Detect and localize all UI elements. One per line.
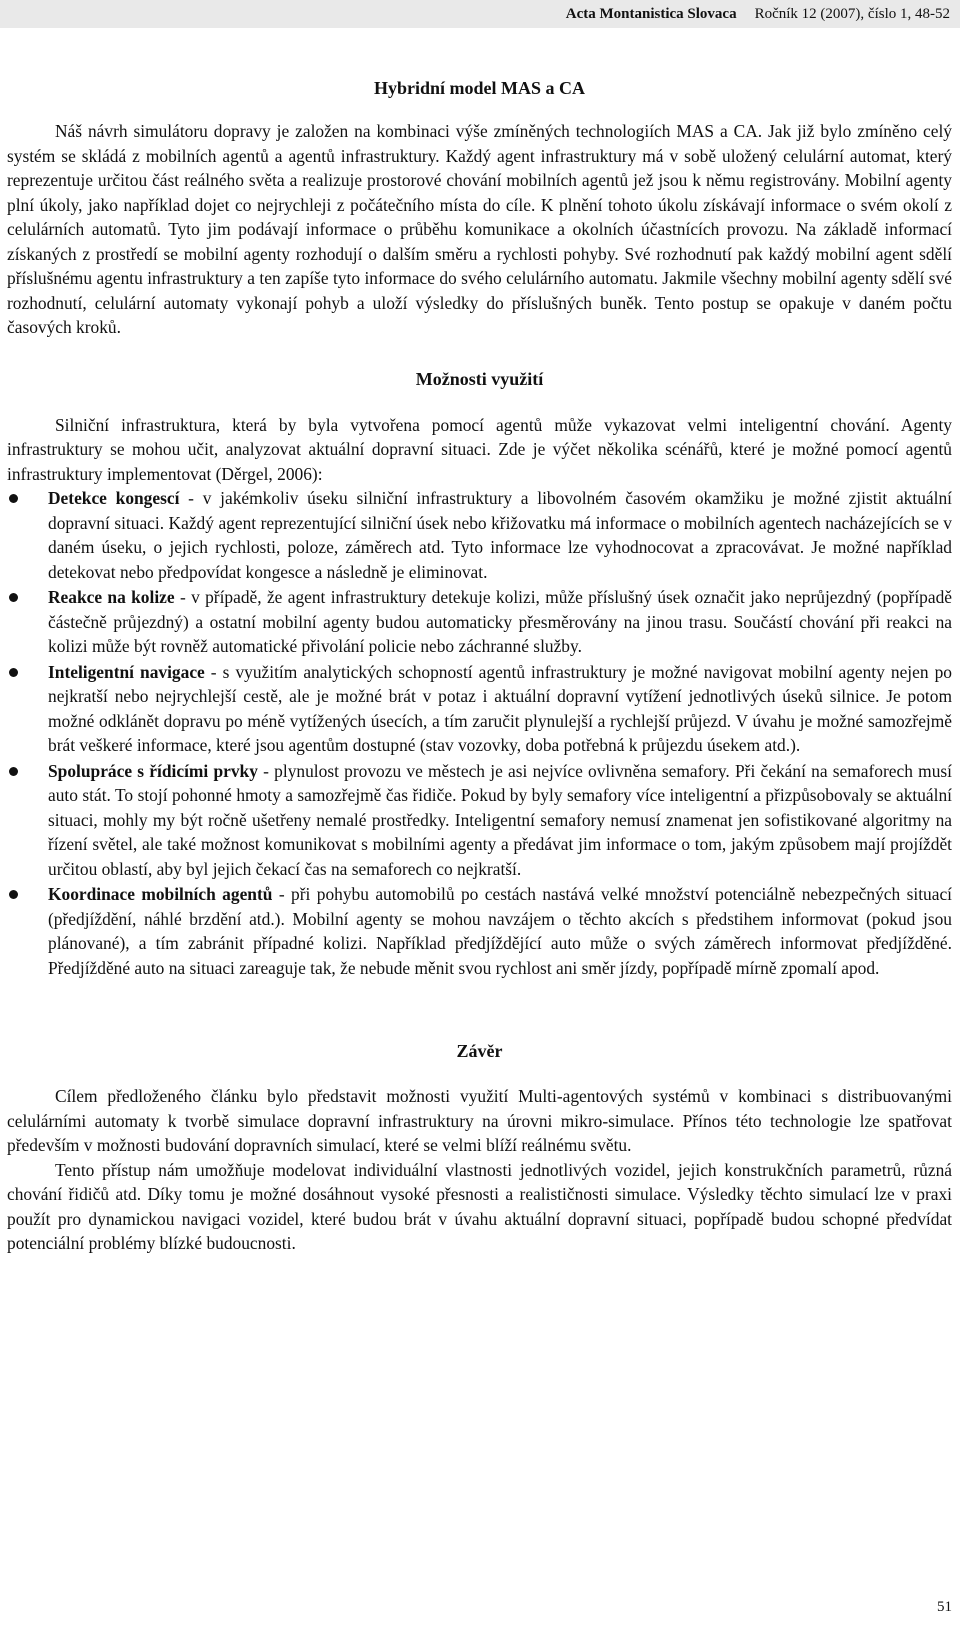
list-item (7, 486, 952, 584)
list-item-text: - s využitím analytických schopností agentů infrastruktury je možné navigovat mobilní agenty nejen po nejkratší nebo nejrychlejší cestě, ale je možné brát v potaz i aktuální dopravní vytížení jednotlivých úseků silnice. Je potom možné odklánět dopravu po méně vytížených úsecích, a tím zaručit plynulejší a rychlejší průjezd. V úvahu je možné samozřejmě brát veškeré informace, které jsou agentům dostupné (stav vozovky, doba potřebná k průjezdu úsekem atd.). (48, 661, 952, 755)
paragraph-conclusion-1: Cílem předloženého článku bylo představit možnosti využití Multi-agentových systémů v kombinaci s distribuovanými celulárními automaty k tvorbě simulace dopravní infrastruktury na úrovni mikro-simulace. Přínos této technologie lze spatřovat především v možnosti budování dopravních simulací, které se velmi blíží reálnému světu. (7, 1086, 952, 1155)
journal-issue: Ročník 12 (2007), číslo 1, 48-52 (754, 6, 950, 22)
list-item-text: - v jakémkoliv úseku silniční infrastruktury a libovolném časovém okamžiku je možné zjistit aktuální dopravní situaci. Každý agent reprezentující silniční úsek nebo křižovatku má informace o mobilních agentech nacházejících se v daném úseku, o jejich rychlosti, poloze, záměrech atd. Tyto informace lze vyhodnocovat a zpracovávat. Je možné například detekovat nebo předpovídat kongesce a následně je eliminovat. (48, 488, 952, 582)
article-body (7, 75, 952, 1256)
list-item (7, 882, 952, 980)
list-item-term: Koordinace mobilních agentů (48, 884, 273, 904)
list-item-text: - při pohybu automobilů po cestách nastává velké množství potenciálně nebezpečných situací (předjíždění, náhlé brzdění atd.). Mobilní agenty se mohou navzájem o těchto akcích s předstihem informovat (pokud jsou plánované), a tím zabránit případné kolizi. Například předjíždějící auto může o svých záměrech informovat předjížděné. Předjížděné auto na situaci zareaguje tak, že nebude měnit svou rychlost ani směr jízdy, popřípadě mírně zpomalí apod. (48, 884, 952, 978)
bullet-icon (9, 668, 18, 677)
scenario-list (7, 486, 952, 980)
list-item-text: - v případě, že agent infrastruktury detekuje kolizi, může příslušný úsek označit jako neprůjezdný (popřípadě částečně průjezdný) a ostatní mobilní agenty budou automaticky přesměrovány na jinou trasu. Součástí chování při reakci na kolizi může být rovněž automatické přivolání policie nebo záchranné služby. (48, 587, 952, 656)
bullet-icon (9, 767, 18, 776)
list-item-term: Inteligentní navigace (48, 661, 205, 682)
bullet-icon (9, 494, 18, 503)
bullet-icon (9, 593, 18, 602)
list-item-term: Reakce na kolize (48, 587, 175, 607)
paragraph-hybrid-model: Náš návrh simulátoru dopravy je založen na kombinaci výše zmíněných technologiích MAS a CA. Jak již bylo zmíněno celý systém se skládá z mobilních agentů a agentů infrastruktury. Každý agent infrastruktury má v sobě uložený celulární automat, který reprezentuje určitou část reálného světa a realizuje prostorové chování mobilních agentů jež jsou k němu registrovány. Mobilní agenty plní úkoly, jako například dojet co nejrychleji z počátečního místa do cíle. K plnění tohoto úkolu získávají informace o svém okolí z celulárních automatů. Tyto jim podávají informace o průběhu komunikace a okolních účastnících provozu. Na základě informací získaných z prostředí se mobilní agenty rozhodují o dalším směru a rychlosti pohyby. Své rozhodnutí pak každý mobilní agent sdělí příslušnému agentu infrastruktury a ten zapíše tyto informace do svého celulárního automatu. Jakmile všechny mobilní agenty sdělí své rozhodnutí, celulární automaty vykonají pohyb a uloží výsledky do příslušných buněk. Tento postup se opakuje v daném počtu časových kroků. (7, 121, 952, 337)
paragraph-usage-intro: Silniční infrastruktura, která by byla vytvořena pomocí agentů může vykazovat velmi inteligentní chování. Agenty infrastruktury se mohou učit, analyzovat aktuální dopravní situaci. Zde je výčet několika scénářů, které je možné pomocí agentů infrastruktury implementovat (Děrgel, 2006): (7, 414, 952, 484)
list-item-term: Detekce kongescí (48, 488, 180, 508)
paragraph-conclusion-2: Tento přístup nám umožňuje modelovat individuální vlastnosti jednotlivých vozidel, jejich konstrukčních parametrů, různá chování řidičů atd. Díky tomu je možné dosáhnout vysoké přesnosti a realističnosti simulace. Výsledky těchto simulací lze v praxi použít pro dynamickou navigaci vozidel, které budou brát v úvahu aktuální dopravní situaci, popřípadě budou schopné předvídat potenciální problémy blízké budoucnosti. (7, 1159, 952, 1253)
bullet-icon (9, 890, 18, 899)
section-title-usage: Možnosti využití (415, 368, 544, 389)
journal-name: Acta Montanistica Slovaca (565, 6, 737, 22)
section-title-conclusion: Závěr (456, 1041, 503, 1061)
list-item (7, 759, 952, 882)
list-item-term: Spolupráce s řídicími prvky (48, 760, 258, 781)
list-item-text: - plynulost provozu ve městech je asi nejvíce ovlivněna semafory. Při čekání na semaforech musí auto stát. To stojí pohonné hmoty a samozřejmě čas řidiče. Pokud by byly semafory více inteligentní a přizpůsobovaly se aktuální situaci, mohly my být ročně ušetřeny nemalé prostředky. Inteligentní semafory nemusí znamenat jen sofistikované algoritmy na řízení světel, ale také možnost komunikovat s mobilními agenty a předávat jim informace o tom, jakým způsobem mají projíždět určitou oblastí, aby byl jejich čekací čas na semaforech co nejkratší. (48, 760, 952, 879)
list-item (7, 585, 952, 659)
running-header (0, 0, 960, 28)
page-number: 51 (937, 1599, 952, 1615)
list-item (7, 660, 952, 758)
section-title-hybrid-model: Hybridní model MAS a CA (373, 78, 586, 98)
